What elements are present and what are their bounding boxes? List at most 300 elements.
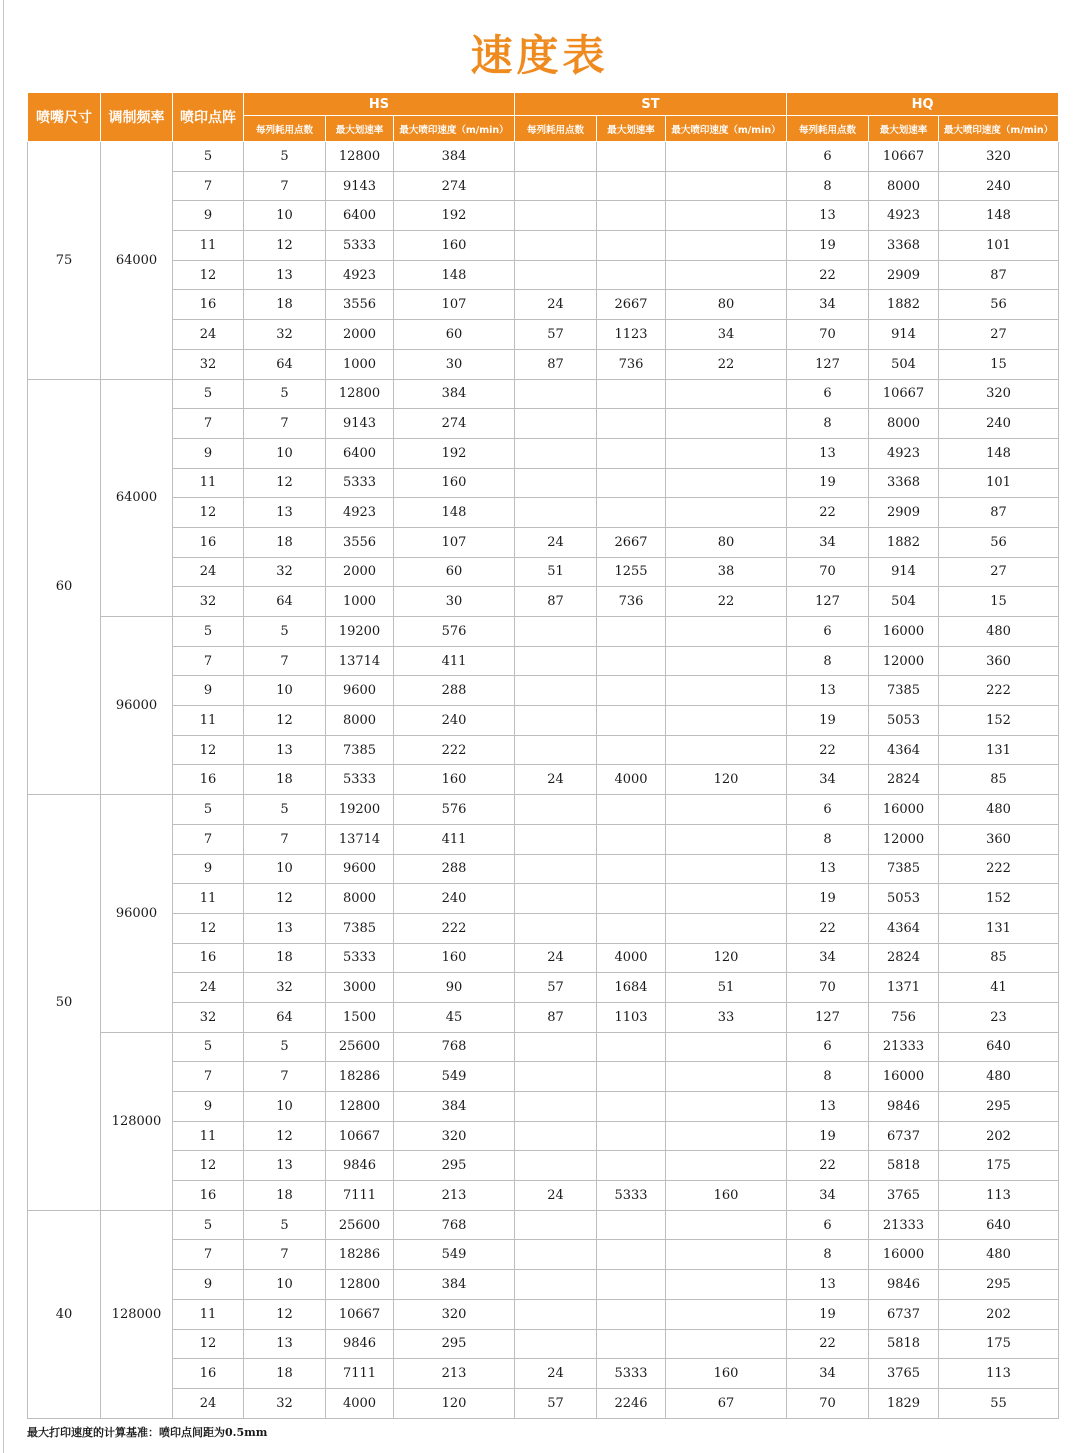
cell-st-stroke-rate [597, 1270, 666, 1300]
cell-hs-dots: 12 [244, 1299, 326, 1329]
table-row [28, 706, 1059, 736]
cell-hs-stroke-rate: 3556 [326, 527, 394, 557]
cell-hs-dots: 32 [244, 557, 326, 587]
cell-hq-speed: 85 [939, 765, 1059, 795]
cell-dot-matrix: 12 [173, 498, 244, 528]
cell-nozzle-size: 60 [28, 379, 101, 795]
cell-hq-stroke-rate: 914 [869, 557, 939, 587]
cell-hs-stroke-rate: 3000 [326, 973, 394, 1003]
cell-st-speed [666, 676, 787, 706]
cell-hs-speed: 411 [394, 824, 515, 854]
table-row [28, 379, 1059, 409]
cell-st-stroke-rate [597, 706, 666, 736]
cell-st-dots: 24 [515, 943, 597, 973]
cell-dot-matrix: 9 [173, 854, 244, 884]
cell-hq-stroke-rate: 16000 [869, 1062, 939, 1092]
cell-hq-speed: 320 [939, 142, 1059, 172]
cell-hs-stroke-rate: 2000 [326, 320, 394, 350]
cell-hs-stroke-rate: 12800 [326, 379, 394, 409]
cell-modulation-freq: 64000 [101, 379, 173, 617]
cell-hq-speed: 175 [939, 1151, 1059, 1181]
cell-hq-stroke-rate: 9846 [869, 1270, 939, 1300]
cell-hq-speed: 175 [939, 1329, 1059, 1359]
cell-dot-matrix: 11 [173, 884, 244, 914]
cell-hs-speed: 295 [394, 1329, 515, 1359]
cell-hs-dots: 5 [244, 1210, 326, 1240]
table-row [28, 1299, 1059, 1329]
table-row [28, 735, 1059, 765]
table-row [28, 1181, 1059, 1211]
table-row [28, 1329, 1059, 1359]
table-row [28, 171, 1059, 201]
cell-hq-stroke-rate: 16000 [869, 795, 939, 825]
cell-hs-stroke-rate: 7111 [326, 1181, 394, 1211]
cell-dot-matrix: 7 [173, 171, 244, 201]
cell-hq-stroke-rate: 16000 [869, 1240, 939, 1270]
cell-hs-stroke-rate: 10667 [326, 1121, 394, 1151]
cell-hs-stroke-rate: 7111 [326, 1359, 394, 1389]
header-st-max-print-speed: 最大喷印速度（m/min） [666, 116, 787, 142]
cell-hq-stroke-rate: 5818 [869, 1151, 939, 1181]
table-row [28, 320, 1059, 350]
cell-hq-speed: 15 [939, 349, 1059, 379]
cell-dot-matrix: 16 [173, 1359, 244, 1389]
cell-hq-dots: 19 [787, 468, 869, 498]
cell-dot-matrix: 12 [173, 1151, 244, 1181]
cell-st-dots [515, 1299, 597, 1329]
cell-hs-stroke-rate: 9143 [326, 171, 394, 201]
cell-hq-speed: 56 [939, 290, 1059, 320]
cell-dot-matrix: 24 [173, 320, 244, 350]
cell-hq-dots: 6 [787, 1032, 869, 1062]
cell-hs-stroke-rate: 6400 [326, 201, 394, 231]
cell-hq-stroke-rate: 3368 [869, 231, 939, 261]
cell-hq-speed: 152 [939, 706, 1059, 736]
cell-hq-speed: 23 [939, 1002, 1059, 1032]
cell-hs-stroke-rate: 13714 [326, 824, 394, 854]
cell-st-stroke-rate [597, 260, 666, 290]
header-st-max-stroke-rate: 最大划速率 [597, 116, 666, 142]
cell-hs-stroke-rate: 1000 [326, 349, 394, 379]
cell-st-stroke-rate [597, 854, 666, 884]
cell-st-stroke-rate: 736 [597, 349, 666, 379]
cell-st-dots: 87 [515, 587, 597, 617]
cell-hq-dots: 8 [787, 824, 869, 854]
cell-st-speed: 160 [666, 1181, 787, 1211]
table-row [28, 142, 1059, 172]
cell-hq-speed: 640 [939, 1032, 1059, 1062]
cell-hs-dots: 12 [244, 468, 326, 498]
cell-hs-speed: 274 [394, 171, 515, 201]
cell-dot-matrix: 11 [173, 468, 244, 498]
cell-st-stroke-rate [597, 409, 666, 439]
speed-table [27, 92, 1059, 1419]
cell-st-speed: 33 [666, 1002, 787, 1032]
cell-hq-speed: 113 [939, 1181, 1059, 1211]
cell-st-stroke-rate [597, 1210, 666, 1240]
table-row [28, 824, 1059, 854]
cell-st-speed [666, 795, 787, 825]
cell-hs-stroke-rate: 12800 [326, 1092, 394, 1122]
cell-st-speed: 80 [666, 527, 787, 557]
table-row [28, 617, 1059, 647]
header-hs-max-stroke-rate: 最大划速率 [326, 116, 394, 142]
cell-hq-dots: 13 [787, 1270, 869, 1300]
cell-hq-stroke-rate: 914 [869, 320, 939, 350]
cell-hq-stroke-rate: 8000 [869, 409, 939, 439]
cell-hq-stroke-rate: 6737 [869, 1299, 939, 1329]
header-hq-dots-per-column: 每列耗用点数 [787, 116, 869, 142]
cell-dot-matrix: 32 [173, 587, 244, 617]
cell-dot-matrix: 9 [173, 676, 244, 706]
cell-st-dots [515, 142, 597, 172]
cell-st-speed [666, 617, 787, 647]
cell-st-dots [515, 646, 597, 676]
cell-hq-dots: 19 [787, 1121, 869, 1151]
cell-hs-stroke-rate: 10667 [326, 1299, 394, 1329]
cell-hs-dots: 5 [244, 795, 326, 825]
cell-modulation-freq: 128000 [101, 1032, 173, 1210]
table-row [28, 409, 1059, 439]
cell-hq-stroke-rate: 10667 [869, 379, 939, 409]
cell-st-dots [515, 735, 597, 765]
cell-hq-stroke-rate: 1882 [869, 290, 939, 320]
cell-hs-speed: 160 [394, 231, 515, 261]
cell-hs-stroke-rate: 4923 [326, 260, 394, 290]
cell-st-stroke-rate [597, 646, 666, 676]
cell-hq-stroke-rate: 21333 [869, 1032, 939, 1062]
cell-hq-speed: 222 [939, 676, 1059, 706]
cell-st-stroke-rate [597, 171, 666, 201]
cell-st-dots [515, 201, 597, 231]
cell-hs-dots: 18 [244, 1359, 326, 1389]
cell-st-dots: 24 [515, 1359, 597, 1389]
table-row [28, 1359, 1059, 1389]
cell-hs-speed: 192 [394, 438, 515, 468]
cell-st-dots [515, 498, 597, 528]
cell-st-dots [515, 1121, 597, 1151]
cell-hs-stroke-rate: 8000 [326, 706, 394, 736]
cell-hs-stroke-rate: 12800 [326, 142, 394, 172]
cell-hs-dots: 18 [244, 1181, 326, 1211]
cell-dot-matrix: 32 [173, 1002, 244, 1032]
cell-hs-stroke-rate: 18286 [326, 1062, 394, 1092]
table-row [28, 438, 1059, 468]
cell-st-stroke-rate: 736 [597, 587, 666, 617]
cell-hq-dots: 127 [787, 1002, 869, 1032]
table-row [28, 1062, 1059, 1092]
cell-st-stroke-rate: 1103 [597, 1002, 666, 1032]
cell-hq-speed: 360 [939, 646, 1059, 676]
cell-hq-stroke-rate: 7385 [869, 676, 939, 706]
cell-dot-matrix: 24 [173, 1388, 244, 1418]
cell-st-dots [515, 913, 597, 943]
cell-hq-stroke-rate: 3765 [869, 1181, 939, 1211]
cell-st-dots [515, 1329, 597, 1359]
cell-hs-stroke-rate: 4923 [326, 498, 394, 528]
header-st-dots-per-column: 每列耗用点数 [515, 116, 597, 142]
cell-hq-dots: 34 [787, 765, 869, 795]
table-row [28, 676, 1059, 706]
cell-hs-dots: 64 [244, 349, 326, 379]
cell-st-dots [515, 1240, 597, 1270]
cell-dot-matrix: 16 [173, 290, 244, 320]
cell-hq-dots: 70 [787, 973, 869, 1003]
cell-hs-dots: 32 [244, 973, 326, 1003]
cell-hs-dots: 18 [244, 765, 326, 795]
cell-dot-matrix: 7 [173, 1062, 244, 1092]
cell-st-stroke-rate [597, 1151, 666, 1181]
cell-hq-dots: 19 [787, 706, 869, 736]
cell-hs-dots: 10 [244, 201, 326, 231]
cell-hs-dots: 7 [244, 409, 326, 439]
cell-hq-stroke-rate: 12000 [869, 824, 939, 854]
cell-hs-speed: 240 [394, 884, 515, 914]
cell-hq-dots: 34 [787, 527, 869, 557]
cell-dot-matrix: 7 [173, 1240, 244, 1270]
cell-hq-stroke-rate: 5818 [869, 1329, 939, 1359]
cell-hs-speed: 30 [394, 587, 515, 617]
cell-st-stroke-rate [597, 1032, 666, 1062]
cell-hq-speed: 222 [939, 854, 1059, 884]
cell-hs-dots: 13 [244, 260, 326, 290]
cell-hs-stroke-rate: 1500 [326, 1002, 394, 1032]
cell-hs-stroke-rate: 19200 [326, 795, 394, 825]
cell-hs-stroke-rate: 9600 [326, 676, 394, 706]
cell-st-stroke-rate [597, 1062, 666, 1092]
cell-st-speed [666, 1210, 787, 1240]
cell-dot-matrix: 16 [173, 765, 244, 795]
cell-st-speed [666, 409, 787, 439]
cell-hs-stroke-rate: 8000 [326, 884, 394, 914]
cell-hq-speed: 640 [939, 1210, 1059, 1240]
cell-st-speed: 67 [666, 1388, 787, 1418]
cell-hs-speed: 549 [394, 1240, 515, 1270]
cell-hq-dots: 70 [787, 320, 869, 350]
cell-hq-dots: 22 [787, 260, 869, 290]
cell-hs-stroke-rate: 5333 [326, 231, 394, 261]
table-row [28, 795, 1059, 825]
cell-hs-speed: 320 [394, 1299, 515, 1329]
cell-st-stroke-rate: 1123 [597, 320, 666, 350]
cell-dot-matrix: 32 [173, 349, 244, 379]
table-row [28, 1002, 1059, 1032]
cell-hs-stroke-rate: 7385 [326, 913, 394, 943]
cell-st-speed [666, 231, 787, 261]
cell-st-stroke-rate [597, 1121, 666, 1151]
cell-hq-dots: 19 [787, 1299, 869, 1329]
cell-hs-dots: 13 [244, 913, 326, 943]
table-row [28, 646, 1059, 676]
cell-hs-stroke-rate: 25600 [326, 1032, 394, 1062]
cell-hq-dots: 13 [787, 1092, 869, 1122]
cell-hq-speed: 295 [939, 1092, 1059, 1122]
cell-hq-speed: 41 [939, 973, 1059, 1003]
cell-hs-dots: 13 [244, 498, 326, 528]
cell-hq-stroke-rate: 3765 [869, 1359, 939, 1389]
cell-st-dots [515, 854, 597, 884]
cell-st-stroke-rate [597, 142, 666, 172]
table-row [28, 231, 1059, 261]
cell-hq-dots: 19 [787, 884, 869, 914]
cell-dot-matrix: 5 [173, 379, 244, 409]
cell-hq-stroke-rate: 4923 [869, 438, 939, 468]
cell-dot-matrix: 7 [173, 646, 244, 676]
cell-st-dots: 57 [515, 1388, 597, 1418]
cell-hs-speed: 288 [394, 676, 515, 706]
cell-hq-dots: 22 [787, 498, 869, 528]
cell-st-dots [515, 1062, 597, 1092]
cell-st-speed [666, 1270, 787, 1300]
cell-hs-dots: 18 [244, 943, 326, 973]
cell-hq-dots: 6 [787, 379, 869, 409]
cell-hs-dots: 10 [244, 438, 326, 468]
cell-hq-dots: 6 [787, 142, 869, 172]
table-row [28, 468, 1059, 498]
cell-hs-dots: 12 [244, 1121, 326, 1151]
cell-hq-dots: 34 [787, 290, 869, 320]
cell-hs-dots: 18 [244, 527, 326, 557]
cell-dot-matrix: 5 [173, 142, 244, 172]
table-row [28, 1240, 1059, 1270]
cell-st-dots [515, 676, 597, 706]
cell-st-dots [515, 438, 597, 468]
cell-st-dots [515, 1032, 597, 1062]
cell-st-speed [666, 884, 787, 914]
page-title: 速度表 [470, 31, 609, 80]
cell-st-dots: 87 [515, 1002, 597, 1032]
table-row [28, 527, 1059, 557]
cell-hq-speed: 202 [939, 1299, 1059, 1329]
cell-hq-dots: 34 [787, 1181, 869, 1211]
cell-hq-dots: 13 [787, 201, 869, 231]
cell-st-dots: 87 [515, 349, 597, 379]
table-body [28, 142, 1059, 1419]
cell-hq-stroke-rate: 4364 [869, 913, 939, 943]
cell-hq-speed: 240 [939, 171, 1059, 201]
cell-hs-stroke-rate: 25600 [326, 1210, 394, 1240]
cell-hq-speed: 131 [939, 913, 1059, 943]
cell-hs-speed: 384 [394, 142, 515, 172]
cell-st-stroke-rate: 5333 [597, 1181, 666, 1211]
cell-st-stroke-rate [597, 1240, 666, 1270]
cell-hq-dots: 8 [787, 171, 869, 201]
cell-hq-stroke-rate: 5053 [869, 884, 939, 914]
cell-hs-dots: 5 [244, 379, 326, 409]
cell-st-speed: 160 [666, 1359, 787, 1389]
cell-hq-dots: 6 [787, 617, 869, 647]
cell-hs-dots: 32 [244, 320, 326, 350]
table-row [28, 1270, 1059, 1300]
cell-st-stroke-rate [597, 824, 666, 854]
cell-st-speed [666, 1092, 787, 1122]
cell-hq-stroke-rate: 504 [869, 349, 939, 379]
cell-hs-stroke-rate: 1000 [326, 587, 394, 617]
cell-st-speed [666, 1032, 787, 1062]
cell-modulation-freq: 96000 [101, 617, 173, 795]
cell-st-stroke-rate [597, 884, 666, 914]
cell-hs-dots: 7 [244, 1240, 326, 1270]
cell-st-stroke-rate [597, 1299, 666, 1329]
cell-st-dots [515, 1092, 597, 1122]
cell-hs-dots: 13 [244, 1151, 326, 1181]
cell-dot-matrix: 7 [173, 409, 244, 439]
cell-st-stroke-rate [597, 1092, 666, 1122]
cell-hs-stroke-rate: 5333 [326, 943, 394, 973]
cell-st-speed [666, 913, 787, 943]
cell-dot-matrix: 5 [173, 1210, 244, 1240]
cell-hq-stroke-rate: 9846 [869, 1092, 939, 1122]
cell-hq-speed: 480 [939, 795, 1059, 825]
cell-st-dots: 24 [515, 765, 597, 795]
cell-st-dots: 57 [515, 320, 597, 350]
cell-hs-stroke-rate: 9846 [326, 1329, 394, 1359]
cell-hs-dots: 13 [244, 1329, 326, 1359]
cell-st-speed [666, 824, 787, 854]
table-row [28, 1092, 1059, 1122]
cell-hq-dots: 6 [787, 795, 869, 825]
cell-hq-stroke-rate: 2909 [869, 498, 939, 528]
cell-st-speed [666, 468, 787, 498]
cell-hq-stroke-rate: 4364 [869, 735, 939, 765]
cell-st-dots: 24 [515, 1181, 597, 1211]
cell-hs-dots: 7 [244, 171, 326, 201]
cell-hs-stroke-rate: 18286 [326, 1240, 394, 1270]
cell-dot-matrix: 16 [173, 527, 244, 557]
cell-dot-matrix: 9 [173, 438, 244, 468]
table-row [28, 498, 1059, 528]
cell-hs-stroke-rate: 9143 [326, 409, 394, 439]
cell-st-stroke-rate: 5333 [597, 1359, 666, 1389]
table-row [28, 201, 1059, 231]
cell-dot-matrix: 11 [173, 231, 244, 261]
cell-hq-speed: 27 [939, 320, 1059, 350]
cell-hs-dots: 13 [244, 735, 326, 765]
cell-st-stroke-rate [597, 231, 666, 261]
cell-hq-stroke-rate: 1882 [869, 527, 939, 557]
cell-st-dots [515, 824, 597, 854]
cell-hq-dots: 6 [787, 1210, 869, 1240]
cell-hs-stroke-rate: 9846 [326, 1151, 394, 1181]
cell-st-speed [666, 1151, 787, 1181]
table-row [28, 1388, 1059, 1418]
cell-st-speed [666, 854, 787, 884]
cell-st-speed [666, 735, 787, 765]
cell-hs-dots: 18 [244, 290, 326, 320]
cell-st-speed [666, 706, 787, 736]
header-hs-dots-per-column: 每列耗用点数 [244, 116, 326, 142]
cell-hs-speed: 90 [394, 973, 515, 1003]
cell-st-speed [666, 438, 787, 468]
header-hs-max-print-speed: 最大喷印速度（m/min） [394, 116, 515, 142]
cell-hq-speed: 295 [939, 1270, 1059, 1300]
header-group-st: ST [515, 93, 787, 116]
cell-hq-dots: 13 [787, 676, 869, 706]
cell-hs-speed: 213 [394, 1181, 515, 1211]
cell-hq-stroke-rate: 4923 [869, 201, 939, 231]
cell-hs-speed: 240 [394, 706, 515, 736]
cell-hs-speed: 549 [394, 1062, 515, 1092]
cell-hs-stroke-rate: 4000 [326, 1388, 394, 1418]
cell-st-stroke-rate [597, 498, 666, 528]
cell-st-speed: 22 [666, 587, 787, 617]
cell-hq-dots: 70 [787, 1388, 869, 1418]
cell-st-speed [666, 498, 787, 528]
cell-hq-dots: 34 [787, 943, 869, 973]
cell-hq-speed: 480 [939, 1062, 1059, 1092]
cell-hs-dots: 7 [244, 824, 326, 854]
table-row [28, 290, 1059, 320]
